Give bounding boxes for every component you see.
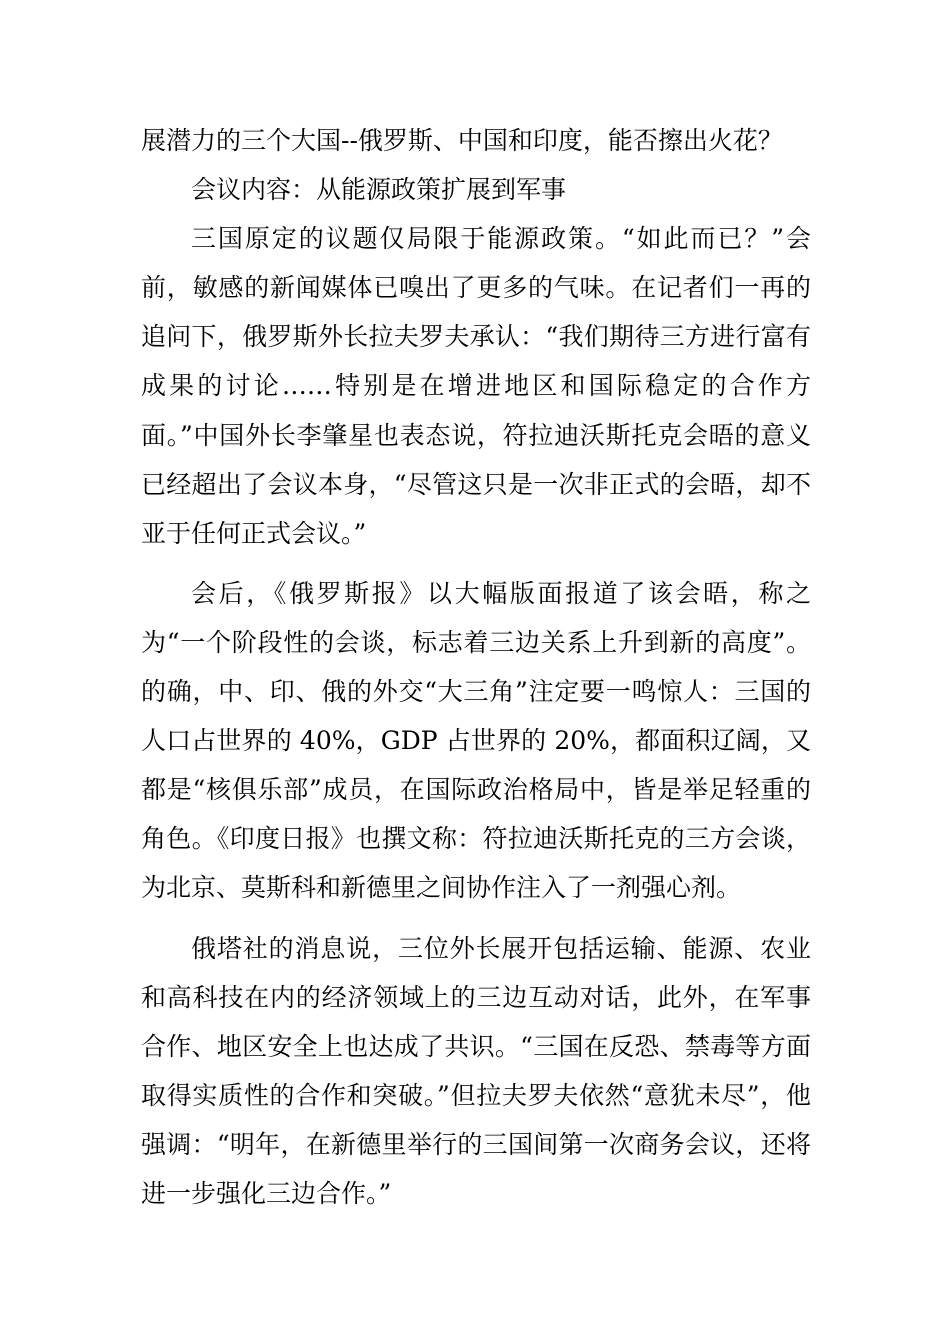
section-heading-meeting-content: 会议内容：从能源政策扩展到军事 xyxy=(191,175,567,205)
document-body xyxy=(141,116,811,1218)
paragraph-after-meeting: 会后，《俄罗斯报》以大幅版面报道了该会晤，称之为“一个阶段性的会谈，标志着三边关系上升到新的高度”。的确，中、印、俄的外交“大三角”注定要一鸣惊人：三国的人口占世界的 40%，GDP 占世界的 20%，都面积辽阔，又都是“核俱乐部”成员，在国际政治格局中，皆是举足轻重的角色。《印度日报》也撰文称：符拉迪沃斯托克的三方会谈，为北京、莫斯科和新德里之间协作注入了一剂强心剂。 xyxy=(141,578,811,903)
paragraph-tass-report: 俄塔社的消息说，三位外长展开包括运输、能源、农业和高科技在内的经济领域上的三边互动对话，此外，在军事合作、地区安全上也达成了共识。“三国在反恐、禁毒等方面取得实质性的合作和突破。”但拉夫罗夫依然“意犹未尽”，他强调：“明年，在新德里举行的三国间第一次商务会议，还将进一步强化三边合作。” xyxy=(141,933,811,1208)
paragraph-agenda: 三国原定的议题仅局限于能源政策。“如此而已？”会前，敏感的新闻媒体已嗅出了更多的气味。在记者们一再的追问下，俄罗斯外长拉夫罗夫承认：“我们期待三方进行富有成果的讨论……特别是在增进地区和国际稳定的合作方面。”中国外长李肇星也表态说，符拉迪沃斯托克会晤的意义已经超出了会议本身，“尽管这只是一次非正式的会晤，却不亚于任何正式会议。” xyxy=(141,224,811,548)
paragraph-continuation: 展潜力的三个大国--俄罗斯、中国和印度，能否擦出火花？ xyxy=(141,126,783,155)
